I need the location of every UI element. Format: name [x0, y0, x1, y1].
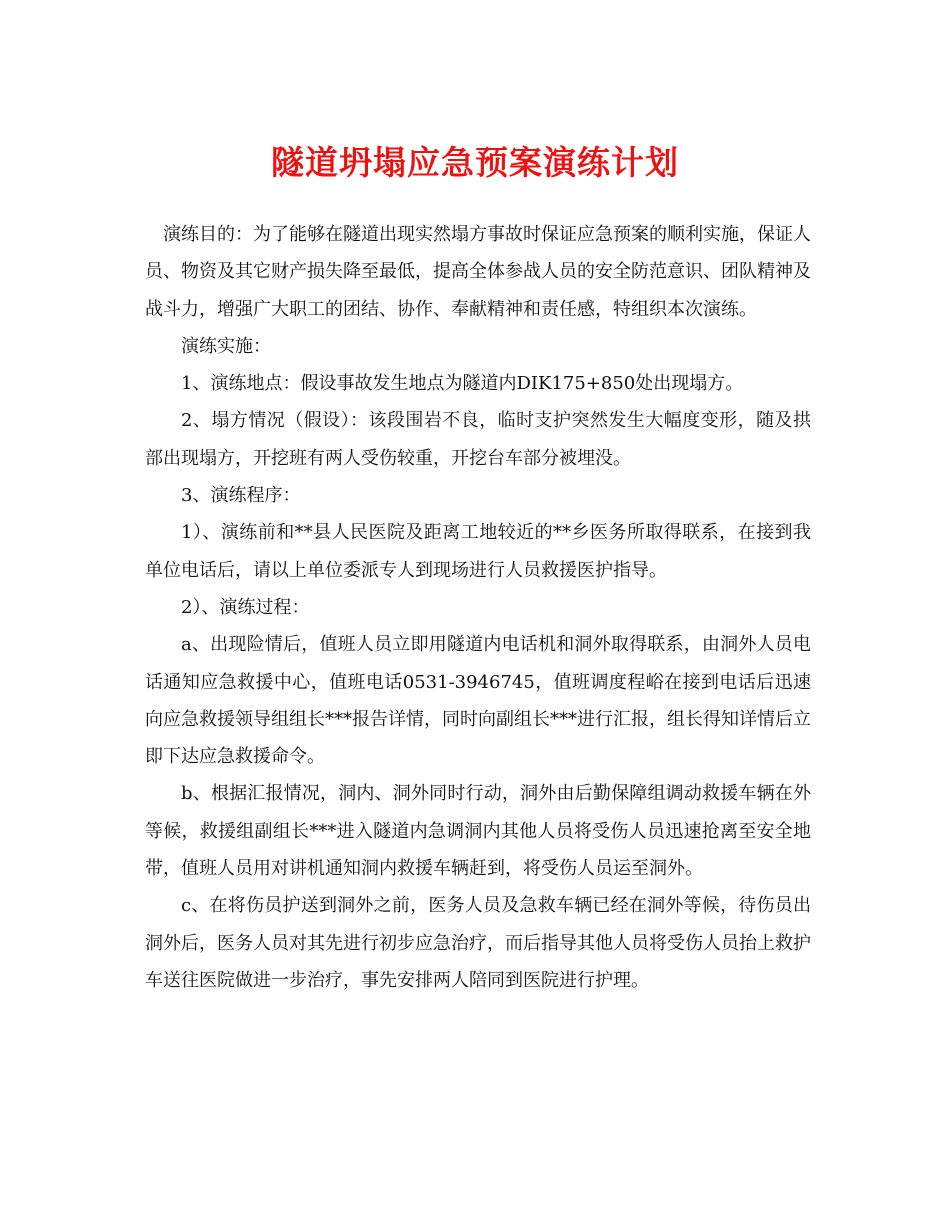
- document-body: [145, 216, 811, 999]
- paragraph-step-a: a、出现险情后，值班人员立即用隧道内电话机和洞外取得联系，由洞外人员电话通知应急救援中心，值班电话0531-3946745，值班调度程峪在接到电话后迅速向应急救援领导组组长***报告详情，同时向副组长***进行汇报，组长得知详情后立即下达应急救援命令。: [145, 634, 811, 768]
- paragraph-procedure-2-heading: 2）、演练过程：: [181, 596, 310, 618]
- paragraph-step-b: b、根据汇报情况，洞内、洞外同时行动，洞外由后勤保障组调动救援车辆在外等候，救援组副组长***进入隧道内急调洞内其他人员将受伤人员迅速抢离至安全地带，值班人员用对讲机通知洞内救援车辆赶到，将受伤人员运至洞外。: [145, 783, 811, 880]
- paragraph-collapse-situation: 2、塌方情况（假设）：该段围岩不良，临时支护突然发生大幅度变形，随及拱部出现塌方，开挖班有两人受伤较重，开挖台车部分被埋没。: [145, 410, 811, 469]
- paragraph-implementation-heading: 演练实施：: [181, 335, 271, 357]
- paragraph-procedure-1: 1）、演练前和**县人民医院及距离工地较近的**乡医务所取得联系，在接到我单位电话后，请以上单位委派专人到现场进行人员救援医护指导。: [145, 522, 811, 581]
- paragraph-procedure-heading: 3、演练程序：: [181, 485, 301, 507]
- paragraph-purpose: 演练目的：为了能够在隧道出现实然塌方事故时保证应急预案的顺利实施，保证人员、物资及其它财产损失降至最低，提高全体参战人员的安全防范意识、团队精神及战斗力，增强广大职工的团结、协作、奉献精神和责任感，特组织本次演练。: [145, 224, 811, 320]
- paragraph-location: 1、演练地点：假设事故发生地点为隧道内DIK175+850处出现塌方。: [181, 373, 744, 395]
- document-title: 隧道坍塌应急预案演练计划: [271, 143, 679, 182]
- paragraph-step-c: c、在将伤员护送到洞外之前，医务人员及急救车辆已经在洞外等候，待伤员出洞外后，医务人员对其先进行初步应急治疗，而后指导其他人员将受伤人员抬上救护车送往医院做进一步治疗，事先安排两人陪同到医院进行护理。: [145, 895, 811, 991]
